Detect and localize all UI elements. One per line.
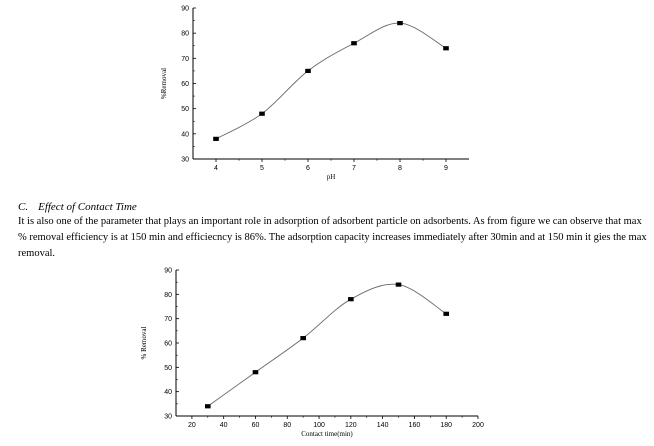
time-data-point — [396, 283, 402, 287]
ph-x-tick-label: 9 — [444, 165, 448, 172]
ph-series-line — [216, 23, 446, 139]
time-y-tick-label: 40 — [164, 389, 172, 397]
time-data-point — [205, 404, 211, 408]
time-y-tick-label: 90 — [164, 267, 172, 275]
time-x-tick-label: 200 — [472, 422, 484, 429]
ph-data-point — [213, 137, 219, 141]
time-x-axis-title: Contact time(min) — [301, 430, 353, 438]
ph-y-tick-label: 30 — [181, 156, 189, 164]
time-y-tick-label: 30 — [164, 413, 172, 421]
time-series-line — [208, 284, 446, 406]
time-data-point — [253, 370, 259, 374]
ph-x-tick-label: 5 — [260, 165, 264, 172]
time-x-tick-label: 140 — [376, 422, 389, 429]
ph-x-axis-title: pH — [326, 173, 336, 181]
ph-y-axis-title: %Removal — [160, 67, 168, 100]
ph-y-tick-label: 70 — [181, 55, 189, 63]
time-plot — [140, 268, 484, 439]
ph-y-tick-label: 60 — [181, 81, 189, 88]
time-y-axis-title: % Removal — [140, 326, 148, 360]
ph-x-tick-label: 8 — [398, 165, 402, 172]
time-y-tick-label: 50 — [164, 364, 172, 372]
ph-y-tick-label: 80 — [181, 30, 189, 38]
time-x-tick-label: 180 — [440, 422, 453, 429]
ph-y-tick-label: 50 — [181, 106, 189, 114]
time-data-point — [348, 297, 354, 301]
ph-data-point — [443, 46, 449, 50]
time-y-tick-label: 70 — [164, 316, 172, 324]
time-x-tick-label: 20 — [187, 422, 196, 429]
time-x-tick-label: 100 — [313, 422, 325, 429]
time-y-tick-label: 80 — [164, 291, 172, 299]
ph-removal-chart — [0, 0, 654, 200]
section-heading — [18, 201, 137, 213]
ph-data-point — [305, 69, 311, 73]
ph-x-tick-label: 6 — [306, 165, 310, 172]
ph-data-point — [397, 21, 403, 25]
ph-x-tick-label: 4 — [214, 165, 218, 172]
section-title: Effect of Contact Time — [38, 201, 137, 213]
ph-data-point — [259, 112, 265, 116]
ph-y-tick-label: 90 — [181, 5, 189, 13]
ph-x-tick-label: 7 — [352, 165, 356, 172]
time-x-tick-label: 40 — [219, 422, 228, 429]
ph-plot — [160, 6, 469, 182]
ph-data-point — [351, 41, 357, 45]
time-y-tick-label: 60 — [164, 340, 172, 348]
section-number: C. — [18, 201, 29, 213]
time-data-point — [443, 312, 449, 316]
time-x-tick-label: 160 — [408, 422, 421, 429]
time-x-tick-label: 60 — [251, 422, 260, 429]
ph-y-tick-label: 40 — [181, 131, 189, 139]
time-x-tick-label: 120 — [344, 422, 357, 429]
time-data-point — [300, 336, 306, 340]
body-paragraph: It is also one of the parameter that plays an important role in adsorption of adsorbent particle on adsorbents. As from figure we can observe that max % removal efficiency is at 150 min and efficiecncy is 86%. The adsorption capacity increases immediately after 30min and at 150 min it gies the max removal. — [18, 216, 647, 259]
time-x-tick-label: 80 — [283, 422, 292, 429]
